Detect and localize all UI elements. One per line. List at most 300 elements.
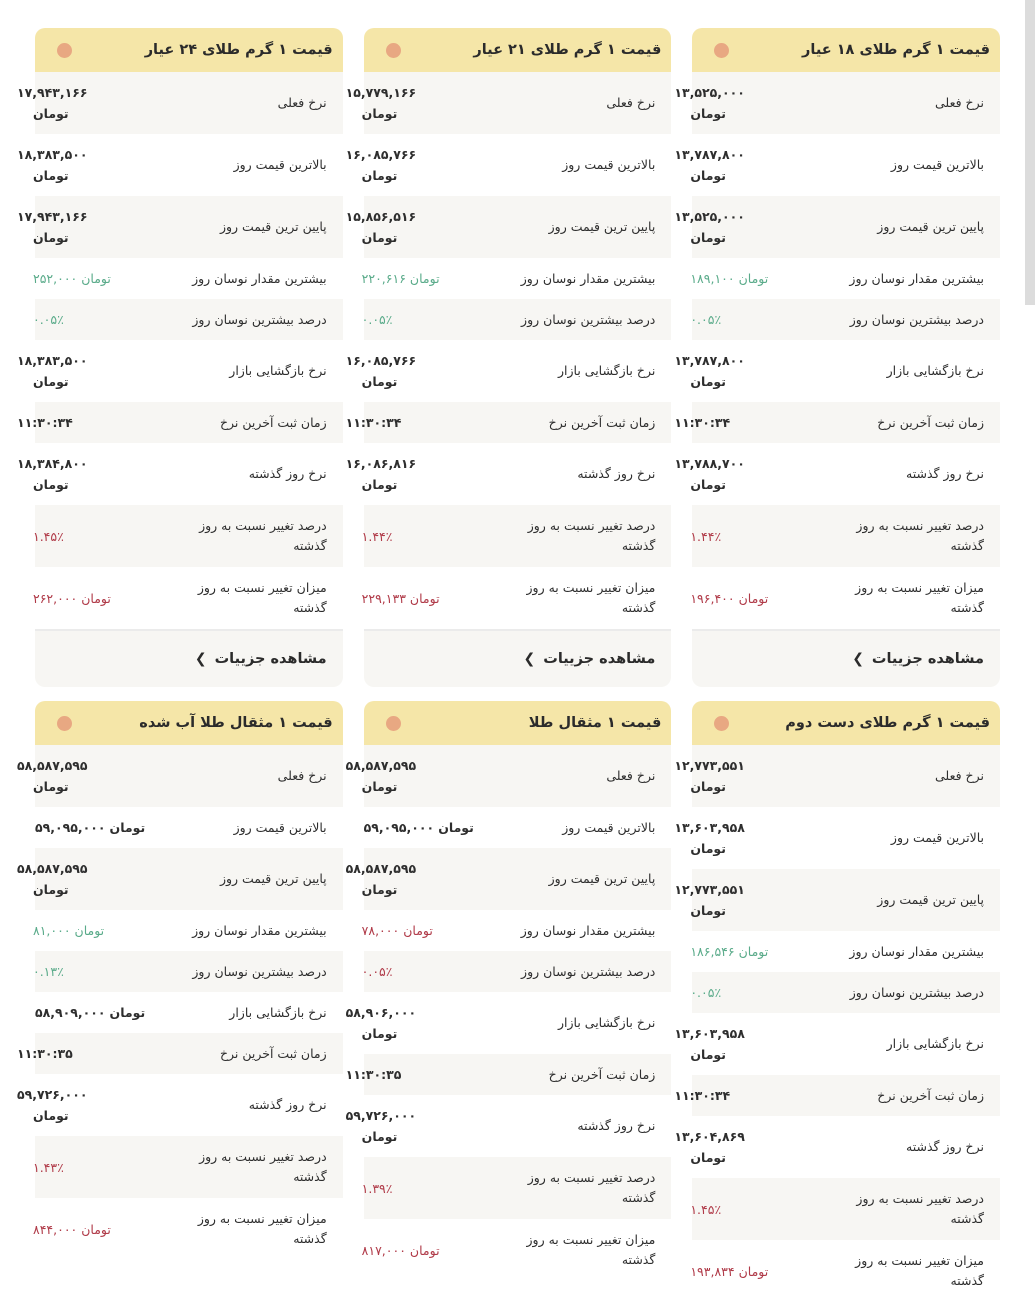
row-prev (674, 443, 1000, 505)
value-max-swing (346, 268, 482, 289)
value-num: ۱۷,۹۴۳,۱۶۶ (16, 209, 88, 224)
value-num: ۱۳,۷۸۷,۸۰۰ (674, 147, 745, 162)
view-details-button[interactable] (35, 629, 343, 687)
label-max-swing: بیشترین مقدار نوسان روز (849, 943, 984, 959)
label-high: بالاترین قیمت روز (890, 157, 984, 172)
value-unit: تومان (361, 230, 398, 245)
value-num: ۱۳,۶۰۳,۹۵۸ (674, 820, 745, 835)
value-unit: تومان (361, 168, 398, 183)
value-num: ۵۸,۹۰۹,۰۰۰ (34, 1005, 106, 1020)
value-unit: تومان (690, 903, 726, 918)
value-unit: تومان (32, 168, 69, 183)
value-max-swing-pct: ۰.۰۵٪ (690, 312, 722, 327)
value-unit: تومان (403, 923, 433, 938)
row-time (16, 1033, 343, 1074)
value-num: ۲۲۹,۱۳۳ (361, 590, 406, 606)
value-unit: تومان (109, 820, 146, 835)
value-unit: تومان (361, 1026, 398, 1041)
value-current (346, 82, 466, 124)
value-open (346, 350, 466, 392)
value-num: ۱۲,۷۷۳,۵۵۱ (674, 882, 745, 897)
value-max-swing (17, 268, 153, 289)
row-time (16, 402, 343, 443)
card-gold-mesghal (345, 701, 672, 1302)
row-change-pct (692, 505, 1000, 567)
value-time: ۱۱:۳۰:۳۵ (345, 1067, 402, 1082)
row-current (674, 745, 1000, 807)
card-title: قیمت ۱ مثقال طلا (528, 715, 662, 731)
value-change-pct: ۱.۴۴٪ (690, 528, 722, 544)
label-open: نرخ بازگشایی بازار (886, 363, 984, 378)
card-rows (674, 745, 1000, 1302)
value-low (17, 206, 137, 248)
value-unit: تومان (361, 106, 398, 121)
value-num: ۵۸,۵۸۷,۵۹۵ (16, 758, 88, 773)
value-num: ۱۷,۹۴۳,۱۶۶ (16, 85, 88, 100)
view-details-button[interactable] (692, 629, 1000, 687)
value-change-amt (346, 588, 482, 609)
value-prev (674, 1126, 794, 1168)
card-title: قیمت ۱ گرم طلای ۲۱ عیار (473, 42, 662, 58)
value-unit: تومان (361, 1129, 398, 1144)
row-low (345, 196, 672, 258)
value-current (346, 755, 466, 797)
card-rows (674, 72, 1000, 629)
row-prev (674, 1116, 1000, 1178)
value-max-swing-pct: ۰.۰۵٪ (32, 312, 64, 327)
status-dot-icon (386, 43, 401, 58)
value-num: ۱۳,۷۸۸,۷۰۰ (674, 456, 745, 471)
label-change-amt: میزان تغییر نسبت به روز گذشته (855, 1253, 984, 1288)
row-current (16, 72, 343, 134)
label-open: نرخ بازگشایی بازار (229, 1004, 327, 1020)
value-open (674, 350, 794, 392)
label-prev: نرخ روز گذشته (577, 466, 656, 481)
value-num: ۱۲,۷۷۳,۵۵۱ (674, 758, 745, 773)
row-open (345, 992, 672, 1054)
value-unit: تومان (361, 779, 398, 794)
label-current: نرخ فعلی (935, 768, 984, 783)
row-change-pct (692, 1178, 1000, 1240)
value-num: ۱۶,۰۸۵,۷۶۶ (345, 353, 417, 368)
value-max-swing-pct: ۰.۰۵٪ (361, 964, 393, 979)
card-header (692, 28, 1000, 72)
value-num: ۵۹,۰۹۵,۰۰۰ (363, 820, 435, 835)
value-high (674, 144, 794, 186)
row-change-pct (32, 1136, 343, 1198)
row-time (345, 1054, 672, 1095)
value-high (346, 144, 466, 186)
row-change-amt (361, 567, 672, 629)
value-unit: تومان (109, 1005, 146, 1020)
label-time: زمان ثبت آخرین نرخ (548, 414, 656, 430)
value-num: ۱۵,۸۵۶,۵۱۶ (345, 209, 417, 224)
label-open: نرخ بازگشایی بازار (229, 363, 327, 378)
card-gold-21k (345, 28, 672, 687)
value-high (17, 817, 155, 838)
status-dot-icon (57, 716, 72, 731)
row-low (16, 196, 343, 258)
value-open (346, 1002, 466, 1044)
status-dot-icon (386, 716, 401, 731)
value-num: ۸۱۷,۰۰۰ (361, 1242, 406, 1258)
value-num: ۱۶,۰۸۵,۷۶۶ (345, 147, 417, 162)
value-unit: تومان (32, 882, 69, 897)
row-open (35, 992, 343, 1033)
value-unit: تومان (361, 374, 398, 389)
value-num: ۱۸,۳۸۳,۵۰۰ (16, 147, 88, 162)
value-low (674, 879, 794, 921)
row-change-pct (32, 505, 343, 567)
value-unit: تومان (738, 271, 769, 286)
value-change-amt (674, 1261, 810, 1282)
row-max-swing-pct (692, 972, 1000, 1013)
value-prev (674, 453, 794, 495)
label-prev: نرخ روز گذشته (248, 466, 327, 481)
view-details-label: مشاهده جزییات (543, 651, 656, 667)
row-high (345, 134, 672, 196)
label-time: زمان ثبت آخرین نرخ (877, 414, 984, 430)
row-max-swing-pct (32, 951, 343, 992)
value-prev (17, 1084, 137, 1126)
value-prev (346, 1105, 466, 1147)
value-unit: تومان (690, 230, 726, 245)
label-prev: نرخ روز گذشته (906, 466, 984, 481)
value-num: ۵۹,۰۹۵,۰۰۰ (34, 820, 106, 835)
card-header (692, 701, 1000, 745)
value-unit: تومان (690, 779, 726, 794)
row-high (674, 134, 1000, 196)
row-max-swing (32, 910, 343, 951)
row-prev (16, 443, 343, 505)
row-high (364, 807, 672, 848)
label-max-swing-pct: درصد بیشترین نوسان روز (849, 984, 984, 1000)
label-prev: نرخ روز گذشته (248, 1097, 327, 1112)
value-unit: تومان (690, 1150, 726, 1165)
row-max-swing-pct (361, 951, 672, 992)
label-current: نرخ فعلی (606, 95, 656, 110)
label-time: زمان ثبت آخرین نرخ (548, 1066, 656, 1082)
value-num: ۱۸۹,۱۰۰ (690, 271, 735, 286)
label-max-swing-pct: درصد بیشترین نوسان روز (192, 963, 327, 979)
label-max-swing-pct: درصد بیشترین نوسان روز (521, 311, 656, 327)
row-change-amt (32, 1198, 343, 1260)
value-change-pct: ۱.۴۳٪ (32, 1159, 64, 1175)
row-prev (345, 443, 672, 505)
card-gold-24k (16, 28, 343, 687)
card-header (364, 28, 672, 72)
card-header (35, 28, 343, 72)
chevron-left-icon: ❯ (852, 651, 864, 667)
value-prev (17, 453, 137, 495)
value-low (17, 858, 137, 900)
value-current (674, 755, 794, 797)
value-num: ۵۸,۵۸۷,۵۹۵ (345, 861, 417, 876)
row-change-amt (692, 1240, 1000, 1302)
value-change-pct: ۱.۴۵٪ (690, 1201, 722, 1217)
row-current (16, 745, 343, 807)
value-low (674, 206, 794, 248)
label-change-pct: درصد تغییر نسبت به روز گذشته (199, 518, 327, 553)
value-unit: تومان (409, 590, 440, 606)
value-num: ۲۵۲,۰۰۰ (32, 271, 78, 286)
value-num: ۸۴۴,۰۰۰ (32, 1221, 78, 1237)
row-low (16, 848, 343, 910)
row-high (35, 807, 343, 848)
value-current (17, 755, 137, 797)
card-rows (16, 745, 343, 1260)
value-num: ۲۶۲,۰۰۰ (32, 590, 78, 606)
row-change-amt (692, 567, 1000, 629)
value-num: ۱۳,۵۲۵,۰۰۰ (674, 85, 745, 100)
value-unit: تومان (409, 1242, 440, 1258)
value-unit: تومان (32, 1108, 69, 1123)
value-unit: تومان (738, 944, 769, 959)
value-time: ۱۱:۳۰:۳۴ (345, 415, 402, 430)
value-max-swing-pct: ۰.۰۵٪ (690, 985, 722, 1000)
label-max-swing-pct: درصد بیشترین نوسان روز (192, 311, 327, 327)
value-high (17, 144, 137, 186)
row-low (674, 869, 1000, 931)
value-max-swing (674, 941, 810, 962)
value-change-pct: ۱.۴۴٪ (361, 528, 393, 544)
value-unit: تومان (690, 374, 726, 389)
value-change-pct: ۱.۴۵٪ (32, 528, 64, 544)
value-time: ۱۱:۳۰:۳۴ (16, 415, 73, 430)
row-current (345, 72, 672, 134)
label-high: بالاترین قیمت روز (233, 819, 327, 835)
value-num: ۱۸۶,۵۴۶ (690, 944, 735, 959)
value-time: ۱۱:۳۰:۳۵ (16, 1046, 73, 1061)
row-change-pct (361, 1157, 672, 1219)
label-open: نرخ بازگشایی بازار (886, 1036, 984, 1051)
value-unit: تومان (690, 1047, 726, 1062)
label-high: بالاترین قیمت روز (562, 819, 656, 835)
status-dot-icon (714, 716, 729, 731)
value-unit: تومان (690, 841, 726, 856)
label-change-amt: میزان تغییر نسبت به روز گذشته (197, 580, 327, 615)
card-gold-second-hand (674, 701, 1000, 1302)
value-num: ۸۱,۰۰۰ (32, 923, 71, 938)
value-open (674, 1023, 794, 1065)
value-num: ۱۸,۳۸۴,۸۰۰ (16, 456, 88, 471)
value-unit: تومان (74, 923, 105, 938)
value-max-swing-pct: ۰.۰۵٪ (361, 312, 393, 327)
card-header (35, 701, 343, 745)
label-change-pct: درصد تغییر نسبت به روز گذشته (856, 518, 984, 553)
row-change-pct (361, 505, 672, 567)
value-open (17, 350, 137, 392)
label-low: پایین ترین قیمت روز (877, 892, 984, 907)
status-dot-icon (714, 43, 729, 58)
label-change-pct: درصد تغییر نسبت به روز گذشته (527, 1170, 656, 1205)
value-num: ۱۳,۶۰۴,۸۶۹ (674, 1129, 745, 1144)
value-prev (346, 453, 466, 495)
chevron-left-icon: ❯ (523, 651, 536, 667)
row-prev (16, 1074, 343, 1136)
value-num: ۱۳,۵۲۵,۰۰۰ (674, 209, 745, 224)
row-max-swing (361, 910, 672, 951)
label-change-amt: میزان تغییر نسبت به روز گذشته (197, 1211, 327, 1246)
value-num: ۵۹,۷۲۶,۰۰۰ (345, 1108, 417, 1123)
row-prev (345, 1095, 672, 1157)
label-change-amt: میزان تغییر نسبت به روز گذشته (526, 580, 656, 615)
scrollbar-thumb[interactable] (1025, 0, 1035, 305)
label-high: بالاترین قیمت روز (562, 157, 656, 172)
row-current (674, 72, 1000, 134)
value-unit: تومان (738, 1263, 769, 1279)
label-low: پایین ترین قیمت روز (548, 871, 656, 886)
row-max-swing (692, 931, 1000, 972)
card-title: قیمت ۱ مثقال طلا آب شده (139, 715, 333, 731)
row-open (345, 340, 672, 402)
row-time (674, 1075, 1000, 1116)
label-time: زمان ثبت آخرین نرخ (219, 1045, 327, 1061)
row-high (674, 807, 1000, 869)
label-prev: نرخ روز گذشته (577, 1118, 656, 1133)
row-max-swing (692, 258, 1000, 299)
label-open: نرخ بازگشایی بازار (557, 1015, 656, 1030)
value-num: ۷۸,۰۰۰ (361, 923, 400, 938)
card-gold-melted-mesghal (16, 701, 343, 1302)
value-unit: تومان (32, 106, 69, 121)
value-change-amt (346, 1240, 482, 1261)
label-prev: نرخ روز گذشته (906, 1139, 984, 1154)
row-open (16, 340, 343, 402)
value-low (346, 206, 466, 248)
card-title: قیمت ۱ گرم طلای ۱۸ عیار (802, 42, 990, 58)
status-dot-icon (57, 43, 72, 58)
row-open (674, 340, 1000, 402)
value-unit: تومان (361, 477, 398, 492)
value-unit: تومان (690, 168, 726, 183)
label-max-swing-pct: درصد بیشترین نوسان روز (521, 963, 656, 979)
value-max-swing (346, 920, 482, 941)
label-max-swing: بیشترین مقدار نوسان روز (192, 922, 327, 938)
value-num: ۱۵,۷۷۹,۱۶۶ (345, 85, 417, 100)
value-num: ۱۳,۶۰۳,۹۵۸ (674, 1026, 745, 1041)
card-gold-18k (674, 28, 1000, 687)
row-current (345, 745, 672, 807)
value-unit: تومان (690, 477, 726, 492)
scrollbar[interactable] (1023, 0, 1035, 1280)
label-current: نرخ فعلی (606, 768, 656, 783)
value-unit: تومان (81, 271, 111, 286)
value-unit: تومان (32, 477, 69, 492)
value-num: ۵۹,۷۲۶,۰۰۰ (16, 1087, 88, 1102)
value-current (674, 82, 794, 124)
label-low: پایین ترین قیمت روز (219, 219, 327, 234)
view-details-button[interactable] (364, 629, 672, 687)
row-max-swing-pct (361, 299, 672, 340)
value-num: ۲۲۰,۶۱۶ (361, 271, 406, 286)
value-unit: تومان (32, 374, 69, 389)
card-rows (345, 72, 672, 629)
value-num: ۱۳,۷۸۷,۸۰۰ (674, 353, 745, 368)
value-max-swing (17, 920, 153, 941)
card-header (364, 701, 672, 745)
row-max-swing-pct (32, 299, 343, 340)
value-change-pct: ۱.۳۹٪ (361, 1180, 393, 1196)
card-rows (345, 745, 672, 1281)
value-max-swing-pct: ۰.۱۳٪ (32, 964, 64, 979)
label-low: پایین ترین قیمت روز (219, 871, 327, 886)
label-change-amt: میزان تغییر نسبت به روز گذشته (855, 580, 984, 615)
label-max-swing-pct: درصد بیشترین نوسان روز (849, 311, 984, 327)
value-num: ۵۸,۵۸۷,۵۹۵ (345, 758, 417, 773)
card-title: قیمت ۱ گرم طلای دست دوم (785, 715, 990, 731)
label-change-amt: میزان تغییر نسبت به روز گذشته (526, 1232, 656, 1267)
value-change-amt (17, 1219, 153, 1240)
label-current: نرخ فعلی (277, 768, 327, 783)
row-open (674, 1013, 1000, 1075)
view-details-label: مشاهده جزییات (871, 651, 984, 667)
value-num: ۵۸,۵۸۷,۵۹۵ (16, 861, 88, 876)
row-max-swing-pct (692, 299, 1000, 340)
value-time: ۱۱:۳۰:۳۴ (674, 1088, 731, 1103)
row-time (345, 402, 672, 443)
view-details-label: مشاهده جزییات (214, 651, 327, 667)
label-max-swing: بیشترین مقدار نوسان روز (192, 270, 327, 286)
label-current: نرخ فعلی (935, 95, 984, 110)
value-unit: تومان (409, 271, 440, 286)
label-low: پایین ترین قیمت روز (548, 219, 656, 234)
gold-price-grid (16, 28, 1000, 1316)
label-max-swing: بیشترین مقدار نوسان روز (849, 270, 984, 286)
row-time (674, 402, 1000, 443)
label-time: زمان ثبت آخرین نرخ (877, 1087, 984, 1103)
card-row-1 (16, 28, 1000, 687)
row-low (345, 848, 672, 910)
value-num: ۱۹۳,۸۳۴ (690, 1263, 735, 1279)
label-low: پایین ترین قیمت روز (877, 219, 984, 234)
row-max-swing (361, 258, 672, 299)
card-rows (16, 72, 343, 629)
value-low (346, 858, 466, 900)
value-unit: تومان (738, 590, 769, 606)
value-unit: تومان (361, 882, 398, 897)
value-time: ۱۱:۳۰:۳۴ (674, 415, 731, 430)
value-unit: تومان (32, 230, 69, 245)
label-time: زمان ثبت آخرین نرخ (219, 414, 327, 430)
label-max-swing: بیشترین مقدار نوسان روز (520, 922, 656, 938)
label-open: نرخ بازگشایی بازار (557, 363, 656, 378)
label-change-pct: درصد تغییر نسبت به روز گذشته (199, 1149, 327, 1184)
value-unit: تومان (32, 779, 69, 794)
row-low (674, 196, 1000, 258)
label-change-pct: درصد تغییر نسبت به روز گذشته (856, 1191, 984, 1226)
value-unit: تومان (690, 106, 726, 121)
row-change-amt (361, 1219, 672, 1281)
label-high: بالاترین قیمت روز (233, 157, 327, 172)
value-num: ۵۸,۹۰۶,۰۰۰ (345, 1005, 417, 1020)
value-max-swing (674, 268, 810, 289)
chevron-left-icon: ❯ (194, 651, 207, 667)
value-num: ۱۸,۳۸۳,۵۰۰ (16, 353, 88, 368)
value-unit: تومان (438, 820, 474, 835)
value-num: ۱۶,۰۸۶,۸۱۶ (345, 456, 417, 471)
value-num: ۱۹۶,۴۰۰ (690, 590, 735, 606)
label-change-pct: درصد تغییر نسبت به روز گذشته (527, 518, 656, 553)
card-title: قیمت ۱ گرم طلای ۲۴ عیار (144, 42, 333, 58)
value-high (674, 817, 794, 859)
label-current: نرخ فعلی (277, 95, 327, 110)
label-high: بالاترین قیمت روز (890, 830, 984, 845)
row-change-amt (32, 567, 343, 629)
value-unit: تومان (81, 590, 111, 606)
value-unit: تومان (81, 1221, 111, 1237)
card-row-2 (16, 701, 1000, 1302)
